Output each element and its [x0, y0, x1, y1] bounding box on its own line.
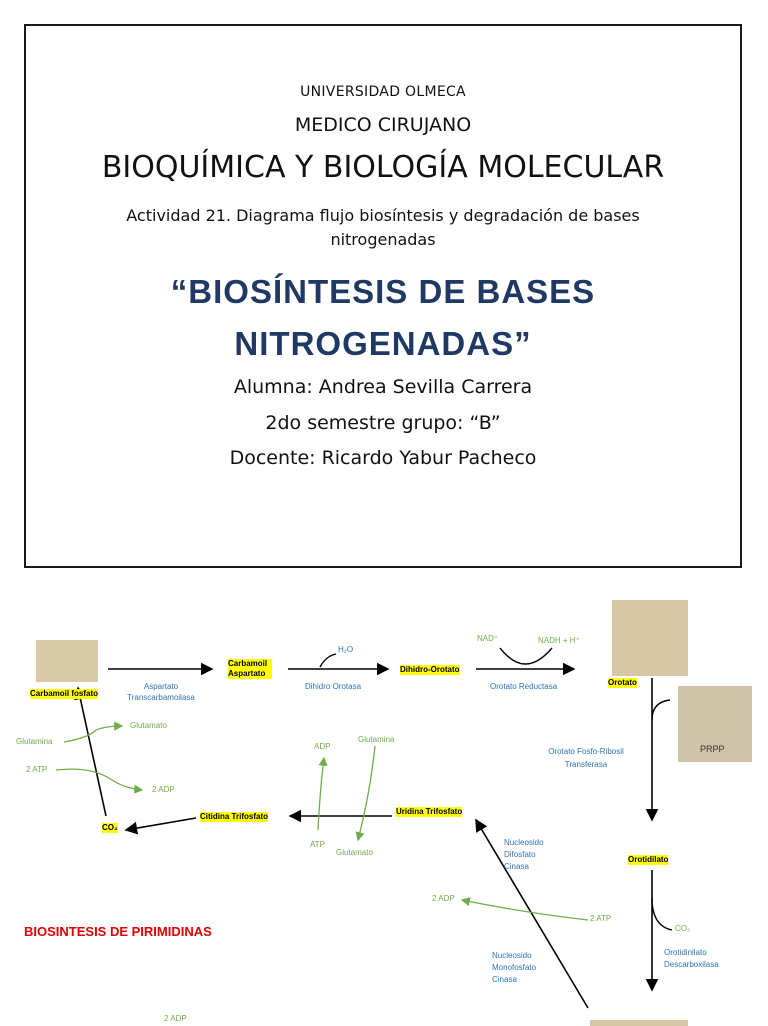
compound-carbamoil-aspartato: Carbamoil Aspartato: [228, 659, 272, 679]
compound-dihidro-orotato: Dihidro-Orotato: [400, 665, 460, 674]
atp-adp-green: [318, 758, 324, 830]
carbamoil-structure-image: [36, 640, 98, 682]
student-name: Alumna: Andrea Sevilla Carrera: [233, 376, 533, 398]
orotato-structure-image: [612, 600, 688, 676]
cofactor-2-adp: 2 ADP: [152, 785, 175, 794]
cofactor-h2o: H₂O: [338, 645, 354, 654]
prpp-label: PRPP: [700, 744, 725, 754]
cofactor-2-atp-2: 2 ATP: [590, 914, 612, 923]
co2-curve: [652, 898, 672, 930]
arrow-citidina-to-co2: [126, 818, 196, 830]
enzyme-aspartato-transcarbamoilasa: Aspartato Transcarbamoilasa: [127, 682, 195, 702]
enzyme-nucleosido-difosfato: Nucleosido Difosfato Cinasa: [504, 838, 544, 871]
prpp-structure-image: [678, 686, 752, 762]
cofactor-glutamato: Glutamato: [130, 721, 167, 730]
university-name: UNIVERSIDAD OLMECA: [300, 84, 466, 100]
activity-description: Actividad 21. Diagrama flujo biosíntesis y degradación de bases nitrogenadas: [126, 206, 640, 249]
compound-uridina-trifosfato: Uridina Trifosfato: [396, 807, 463, 816]
bottom-structure-image: [590, 1020, 688, 1026]
prpp-curve: [652, 700, 670, 720]
enzyme-orotato-reductasa: Orotato Reductasa: [490, 682, 558, 691]
glutamina-glutamato-green: [358, 746, 375, 840]
compound-co2: CO₂: [102, 823, 118, 832]
enzyme-orotidinilato: Orotidinilato Descarboxilasa: [664, 948, 719, 969]
subject-name: BIOQUÍMICA Y BIOLOGÍA MOLECULAR: [101, 150, 665, 185]
cofactor-nad: NAD⁺: [477, 634, 499, 643]
cofactor-adp: ADP: [314, 742, 331, 751]
h2o-curve: [320, 654, 336, 667]
group-info: 2do semestre grupo: “B”: [265, 412, 501, 434]
glutamina-curve: [64, 726, 122, 742]
pyrimidine-flow-diagram: [0, 580, 768, 1024]
cofactor-2-adp-2: 2 ADP: [432, 894, 455, 903]
cofactor-glutamina-2: Glutamina: [358, 735, 395, 744]
cofactor-nadh: NADH + H⁺: [538, 636, 580, 645]
career-name: MEDICO CIRUJANO: [294, 114, 472, 136]
enzyme-nucleosido-monofosfato: Nucleosido Monofosfato Cinasa: [492, 951, 537, 984]
compound-citidina-trifosfato: Citidina Trifosfato: [200, 812, 268, 821]
nad-curve: [500, 648, 552, 664]
cofactor-glutamato-2: Glutamato: [336, 848, 373, 857]
enzyme-orotato-fosfo-ribosil: Orotato Fosfo-Ribosil Transferasa: [548, 747, 624, 769]
cover-frame: [24, 24, 742, 568]
cofactor-2-adp-3: 2 ADP: [164, 1014, 187, 1023]
arrow-co2-to-carbamoil: [78, 688, 106, 816]
cofactor-glutamina: Glutamina: [16, 737, 53, 746]
enzyme-dihidro-orotasa: Dihidro Orotasa: [305, 682, 362, 691]
section-heading: BIOSINTESIS DE PIRIMIDINAS: [24, 924, 212, 939]
document-title: “BIOSÍNTESIS DE BASES NITROGENADAS”: [170, 273, 596, 362]
compound-carbamoil-fosfato: Carbamoil fosfato: [30, 689, 99, 698]
cofactor-co2: CO₂: [675, 924, 691, 933]
teacher-name: Docente: Ricardo Yabur Pacheco: [229, 447, 537, 469]
compound-orotato: Orotato: [608, 678, 637, 687]
cofactor-2-atp: 2 ATP: [26, 765, 48, 774]
compound-orotidilato: Orotidilato: [628, 855, 669, 864]
cofactor-atp: ATP: [310, 840, 325, 849]
